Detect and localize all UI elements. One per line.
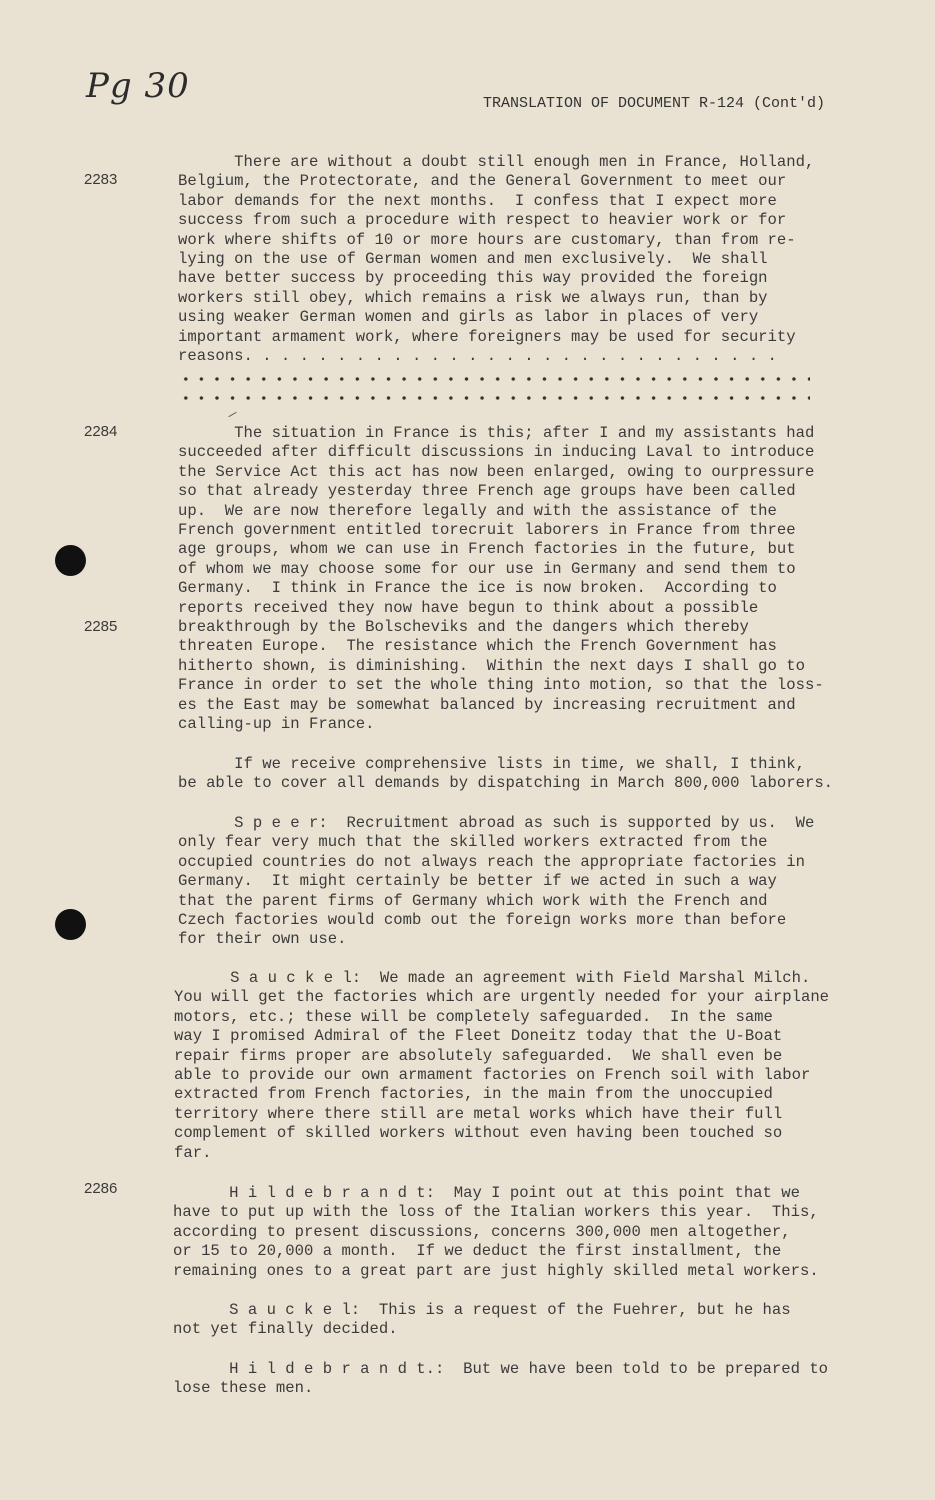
page-number-handwritten: Pg 30 xyxy=(86,66,190,106)
paragraph-sauckel-agreement: S a u c k e l: We made an agreement with Field Marshal Milch. You will get the factories which are urgently needed for your airplane motors, etc.; these will be completely safeguarded. In the same way I promised Admiral of the Fleet Doneitz today that the U-Boat repair firms proper are absolutely safeguarded. We shall even be able to provide our own armament factories on French soil with labor extracted from French factories, in the main from the unoccupied territory where there still are metal works which have their full complement of skilled workers without even having been touched so far. xyxy=(174,969,830,1162)
punch-hole xyxy=(55,545,86,576)
paragraph-labor-demands: There are without a doubt still enough men in France, Holland, Belgium, the Protectorate, and the General Government to meet our labor demands for the next months. I confess that I expect more success from such a procedure with respect to heavier work or for work where shifts of 10 or more hours are customary, than from re- lying on the use of German women and men exclusively. We shall have better success by proceeding this way provided the foreign workers still obey, which remains a risk we always run, than by using weaker German women and girls as labor in places of very important armament work, where foreigners may be used for security reasons. . . . . . . . . . . . . . . . . . . . . . . . . . . . . xyxy=(178,153,815,366)
document-header: TRANSLATION OF DOCUMENT R-124 (Cont'd) xyxy=(482,95,825,112)
paragraph-hildebrandt-italian: H i l d e b r a n d t: May I point out at this point that we have to put up with the loss of the Italian workers this year. This, according to present discussions, concerns 300,000 men altogether, or 15 to 20,000 a month. If we deduct the first installment, the remaining ones to a great part are just highly skilled metal workers. xyxy=(173,1184,819,1280)
margin-number-2283: 2283 xyxy=(84,171,118,188)
paragraph-sauckel-fuehrer: S a u c k e l: This is a request of the Fuehrer, but he has not yet finally decided. xyxy=(173,1301,791,1339)
tick-mark xyxy=(228,412,236,417)
margin-number-2284: 2284 xyxy=(84,423,118,440)
paragraph-comprehensive-lists: If we receive comprehensive lists in time, we shall, I think, be able to cover all demands by dispatching in March 800,000 laborers. xyxy=(178,755,834,793)
paragraph-speer: S p e e r: Recruitment abroad as such is supported by us. We only fear very much that the skilled workers extracted from the occupied countries do not always reach the appropriate factories in Germany. It might certainly be better if we acted in such a way that the parent firms of Germany which work with the French and Czech factories would comb out the foreign works more than before for their own use. xyxy=(178,814,815,949)
ellipsis-row xyxy=(178,377,810,381)
ellipsis-row xyxy=(178,396,810,400)
paragraph-hildebrandt-prepared: H i l d e b r a n d t.: But we have been told to be prepared to lose these men. xyxy=(173,1360,829,1398)
margin-number-2286: 2286 xyxy=(84,1180,118,1197)
margin-number-2285: 2285 xyxy=(84,618,118,635)
punch-hole xyxy=(55,909,86,940)
paragraph-situation-france: The situation in France is this; after I and my assistants had succeeded after difficult discussions in inducing Laval to introduce the Service Act this act has now been enlarged, owing to ourpressure so that already yesterday three French age groups have been called up. We are now therefore legally and with the assistance of the French government entitled torecruit laborers in France from three age groups, whom we can use in French factories in the future, but of whom we may choose some for our use in Germany and send them to Germany. I think in France the ice is now broken. According to reports received they now have begun to think about a possible breakthrough by the Bolscheviks and the dangers which thereby threaten Europe. The resistance which the French Government has hitherto shown, is diminishing. Within the next days I shall go to France in order to set the whole thing into motion, so that the loss- es the East may be somewhat balanced by increasing recruitment and calling-up in France. xyxy=(178,424,824,734)
